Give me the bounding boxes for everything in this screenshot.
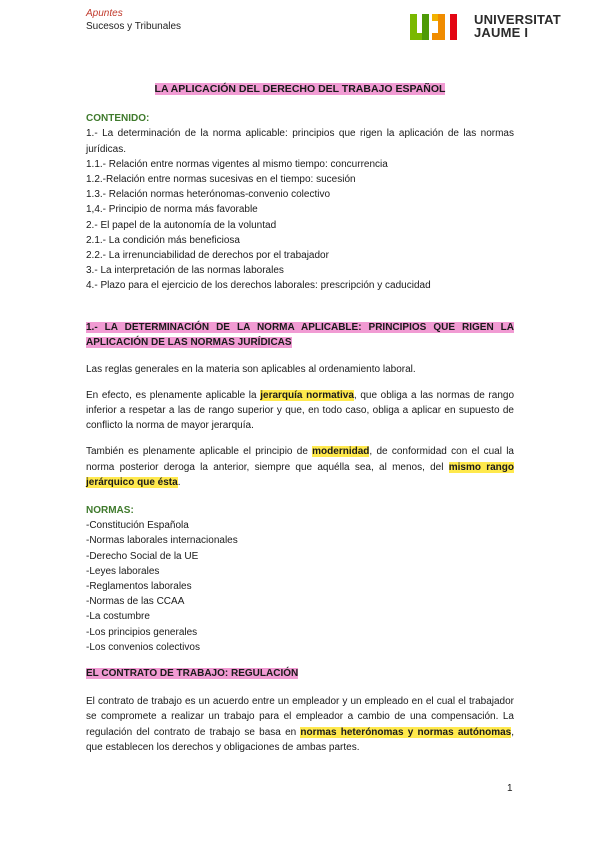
norma-item: -Normas laborales internacionales	[86, 535, 238, 547]
toc-item: 2.- El papel de la autonomía de la voluntad	[86, 219, 277, 231]
norma-item: -La costumbre	[86, 611, 150, 623]
normas-list	[86, 518, 514, 655]
paragraph-text: , que establecen los derechos y obligaciones de ambas partes.	[86, 726, 514, 753]
paragraph-text: .	[177, 476, 181, 488]
contrato-paragraph	[86, 694, 514, 755]
paragraph-text: En efecto, es plenamente aplicable la	[86, 389, 261, 401]
contrato-title: EL CONTRATO DE TRABAJO: REGULACIÓN	[86, 668, 299, 680]
page-header	[86, 7, 181, 33]
toc-item: 1.1.- Relación entre normas vigentes al mismo tiempo: concurrencia	[86, 158, 388, 170]
norma-item: -Los principios generales	[86, 626, 198, 638]
header-brand: Apuntes	[86, 8, 123, 19]
toc-item: 3.- La interpretación de las normas laborales	[86, 265, 284, 277]
page-number: 1	[507, 783, 513, 794]
toc-item: 1.- La determinación de la norma aplicable: principios que rigen la aplicación de las normas jurídicas.	[86, 128, 514, 155]
uji-logo-icon	[410, 12, 468, 40]
toc-item: 1,4.- Principio de norma más favorable	[86, 204, 258, 216]
table-of-contents	[86, 126, 514, 293]
paragraph-text: , que obliga a las normas de rango inferior a respetar a las de rango superior y que, en todo caso, obliga a aplicar en supuesto de conflicto la norma de mayor jerarquía.	[86, 389, 515, 432]
highlight-mismo-rango: mismo rango jerárquico que ésta	[86, 461, 515, 488]
document-title	[86, 82, 514, 97]
norma-item: -Reglamentos laborales	[86, 581, 192, 593]
section-1-paragraph-1: Las reglas generales en la materia son aplicables al ordenamiento laboral.	[86, 363, 416, 375]
normas-label: NORMAS:	[86, 505, 134, 517]
norma-item: -Normas de las CCAA	[86, 596, 185, 608]
contrato-heading	[86, 666, 514, 681]
toc-item: 4.- Plazo para el ejercicio de los derechos laborales: prescripción y caducidad	[86, 280, 431, 292]
norma-item: -Derecho Social de la UE	[86, 550, 199, 562]
norma-item: -Los convenios colectivos	[86, 641, 200, 653]
toc-item: 1.2.-Relación entre normas sucesivas en el tiempo: sucesión	[86, 174, 356, 186]
highlight-modernidad: modernidad	[312, 446, 370, 458]
paragraph-text: También es plenamente aplicable el principio de	[86, 446, 313, 458]
norma-item: -Leyes laborales	[86, 565, 160, 577]
document-body	[86, 78, 514, 755]
toc-item: 1.3.- Relación normas heterónomas-convenio colectivo	[86, 189, 331, 201]
document-title-text: LA APLICACIÓN DEL DERECHO DEL TRABAJO ESPAÑOL	[154, 83, 446, 95]
highlight-jerarquia: jerarquía normativa	[260, 389, 354, 401]
university-logo	[410, 12, 561, 40]
header-subtitle: Sucesos y Tribunales	[86, 21, 182, 32]
paragraph-text: El contrato de trabajo es un acuerdo entre un empleador y un empleado en el cual el trabajador se compromete a realizar un trabajo para el empleador a cambio de una compensación. La regulación del contrato de trabajo se basa en	[86, 696, 514, 738]
section-1-paragraph-3	[86, 444, 514, 490]
section-1-title: 1.- LA DETERMINACIÓN DE LA NORMA APLICABLE: PRINCIPIOS QUE RIGEN LA APLICACIÓN DE LAS NORMAS JURÍDICAS	[86, 321, 514, 348]
logo-line-1: UNIVERSITAT	[474, 12, 561, 27]
section-1-paragraph-2	[86, 388, 514, 434]
logo-wordmark	[474, 13, 561, 39]
section-1-heading	[86, 320, 514, 350]
toc-item: 2.1.- La condición más beneficiosa	[86, 234, 240, 246]
logo-line-2: JAUME I	[474, 25, 529, 40]
highlight-normas-heteronomas: normas heterónomas y normas autónomas	[300, 726, 512, 738]
toc-item: 2.2.- La irrenunciabilidad de derechos por el trabajador	[86, 250, 329, 262]
contenido-label: CONTENIDO:	[86, 113, 150, 125]
paragraph-text: , de conformidad con el cual la norma posterior deroga la anterior, siempre que aquélla sea, al menos, del	[86, 446, 514, 473]
norma-item: -Constitución Española	[86, 520, 189, 532]
